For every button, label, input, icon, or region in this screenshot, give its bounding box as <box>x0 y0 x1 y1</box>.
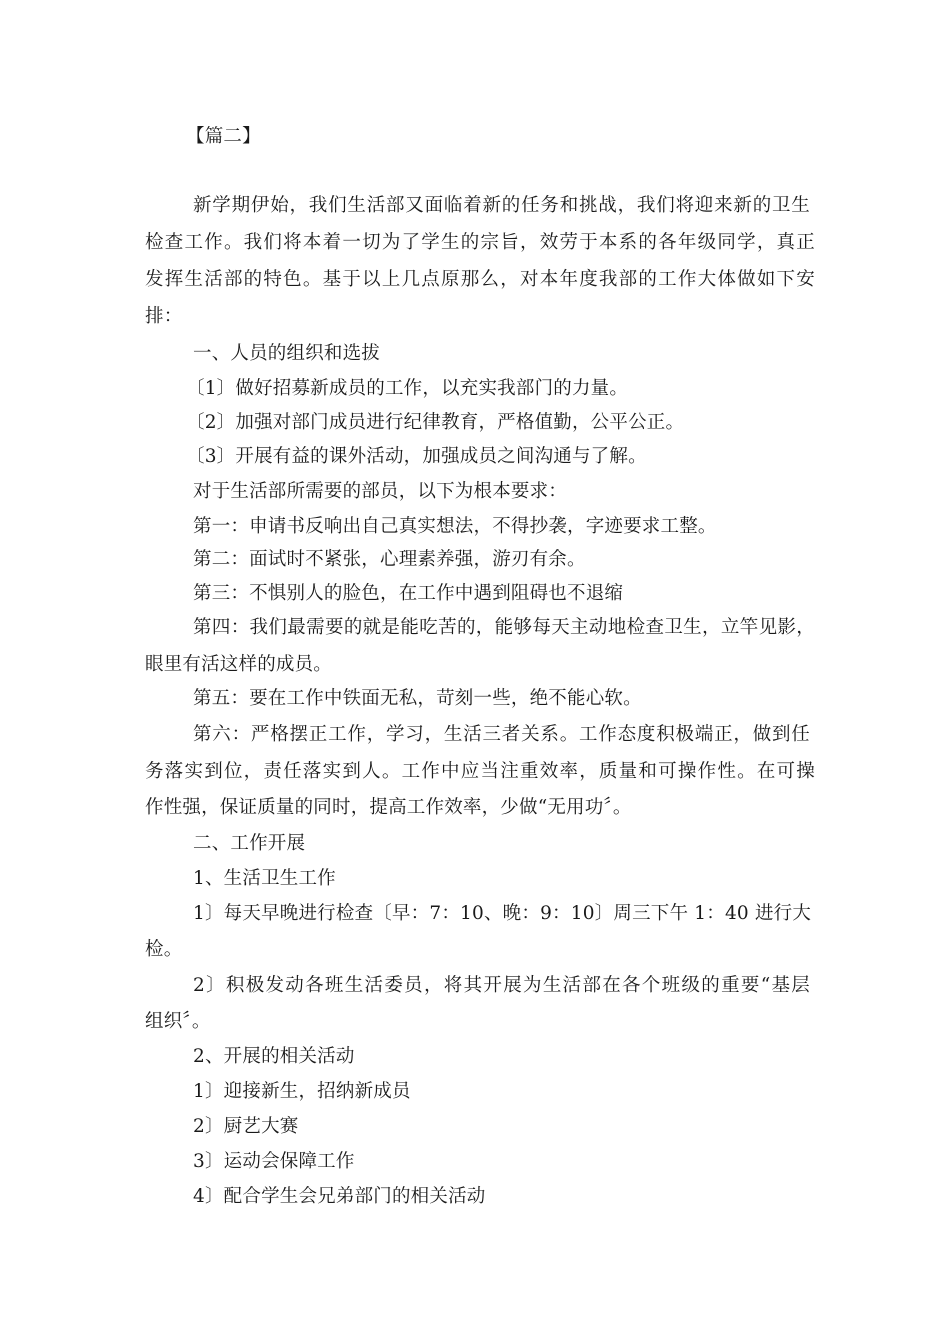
sub1-item-2-line-1: 2〕积极发动各班生活委员，将其开展为生活部在各个班级的重要“基层 <box>193 975 810 996</box>
sub1-heading: 1、生活卫生工作 <box>193 868 336 889</box>
part1-heading: 一、人员的组织和选拔 <box>193 343 381 364</box>
part1-item-2: 〔2〕加强对部门成员进行纪律教育，严格值勤，公平公正。 <box>186 412 685 433</box>
requirement-1: 第一：申请书反响出自己真实想法，不得抄袭，字迹要求工整。 <box>193 516 717 537</box>
requirement-4-line-1: 第四：我们最需要的就是能吃苦的，能够每天主动地检查卫生，立竿见影， <box>193 617 815 638</box>
sub2-item-2: 2〕厨艺大赛 <box>193 1116 299 1137</box>
sub2-item-1: 1〕迎接新生，招纳新成员 <box>193 1081 411 1102</box>
sub1-item-1-line-2: 检。 <box>145 939 183 960</box>
sub2-item-3: 3〕运动会保障工作 <box>193 1151 355 1172</box>
intro-line-2: 检查工作。我们将本着一切为了学生的宗旨，效劳于本系的各年级同学，真正 <box>145 232 815 253</box>
part1-item-1: 〔1〕做好招募新成员的工作，以充实我部门的力量。 <box>186 378 629 399</box>
intro-line-1: 新学期伊始，我们生活部又面临着新的任务和挑战，我们将迎来新的卫生 <box>193 195 810 216</box>
requirement-6-line-1: 第六：严格摆正工作，学习，生活三者关系。工作态度积极端正，做到任 <box>193 724 810 745</box>
sub1-item-2-line-2: 组织〞。 <box>145 1011 211 1032</box>
sub2-item-4: 4〕配合学生会兄弟部门的相关活动 <box>193 1186 486 1207</box>
part2-heading: 二、工作开展 <box>193 833 306 854</box>
section-title: 【篇二】 <box>186 126 261 147</box>
part1-item-3: 〔3〕开展有益的课外活动，加强成员之间沟通与了解。 <box>186 446 647 467</box>
requirement-6-line-3: 作性强，保证质量的同时，提高工作效率，少做“无用功〞。 <box>145 797 632 818</box>
sub1-item-1-line-1: 1〕每天早晚进行检查〔早：7：10、晚：9：10〕周三下午 1：40 进行大 <box>193 903 812 924</box>
requirement-3: 第三：不惧别人的脸色，在工作中遇到阻碍也不退缩 <box>193 583 624 604</box>
intro-line-4: 排： <box>145 306 183 327</box>
requirements-intro: 对于生活部所需要的部员，以下为根本要求： <box>193 481 568 502</box>
requirement-5: 第五：要在工作中铁面无私，苛刻一些，绝不能心软。 <box>193 688 642 709</box>
sub2-heading: 2、开展的相关活动 <box>193 1046 355 1067</box>
requirement-4-line-2: 眼里有活这样的成员。 <box>145 654 333 675</box>
requirement-2: 第二：面试时不紧张，心理素养强，游刃有余。 <box>193 549 586 570</box>
intro-line-3: 发挥生活部的特色。基于以上几点原那么，对本年度我部的工作大体做如下安 <box>145 269 815 290</box>
requirement-6-line-2: 务落实到位，责任落实到人。工作中应当注重效率，质量和可操作性。在可操 <box>145 761 815 782</box>
